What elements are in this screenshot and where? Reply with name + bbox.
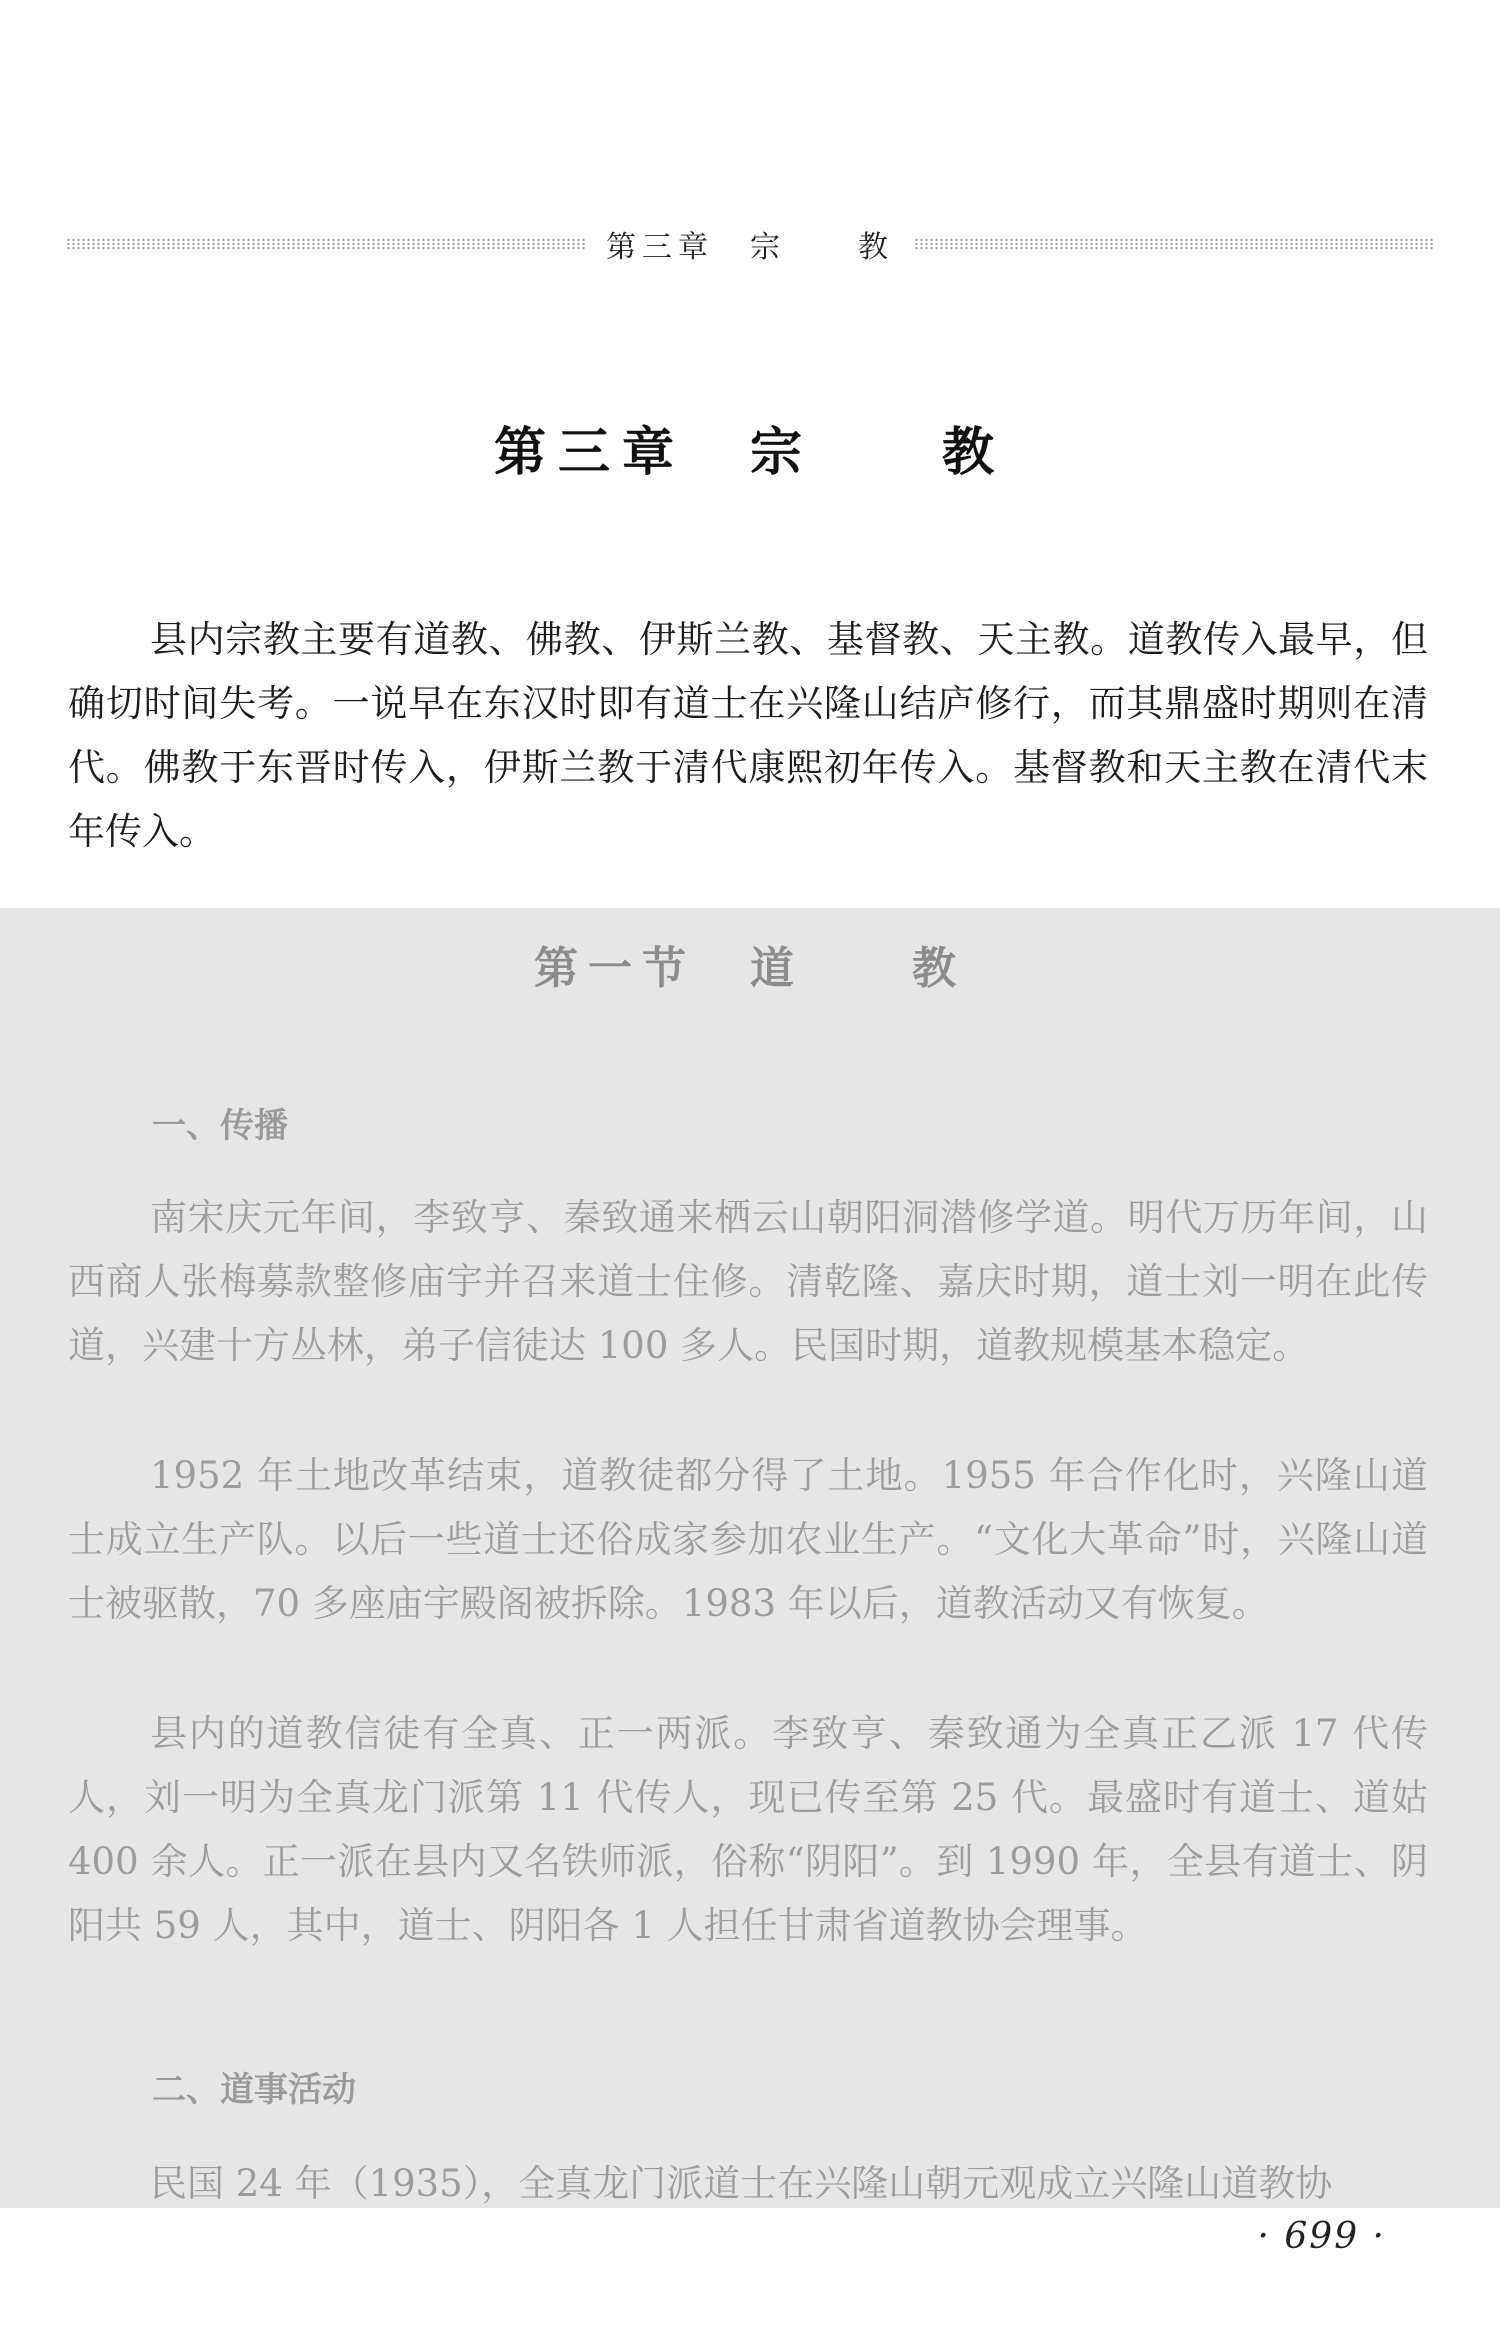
running-header-title: 第三章 宗 教 [606,230,894,265]
running-header [66,218,1434,270]
paragraph-activities: 民国 24 年（1935），全真龙门派道士在兴隆山朝元观成立兴隆山道教协 [150,2162,1333,2205]
header-rule-left [66,238,586,250]
subsection-heading-spread: 一、传播 [152,1106,288,1146]
section-title: 第一节 道 教 [534,943,966,994]
header-rule-right [914,238,1434,250]
paragraph-spread-modern: 1952 年土地改革结束，道教徒都分得了土地。1955 年合作化时，兴隆山道士成立生产队。以后一些道士还俗成家参加农业生产。“文化大革命”时，兴隆山道士被驱散，70 多座庙宇殿阁被拆除。1983 年以后，道教活动又有恢复。 [68,1454,1428,1625]
chapter-title: 第三章 宗 教 [493,423,1006,483]
paragraph-spread-history: 南宋庆元年间，李致亨、秦致通来栖云山朝阳洞潜修学道。明代万历年间，山西商人张梅募款整修庙宇并召来道士住修。清乾隆、嘉庆时期，道士刘一明在此传道，兴建十方丛林，弟子信徒达 100 多人。民国时期，道教规模基本稳定。 [68,1196,1428,1367]
paragraph-spread-sects: 县内的道教信徒有全真、正一两派。李致亨、秦致通为全真正乙派 17 代传人，刘一明为全真龙门派第 11 代传人，现已传至第 25 代。最盛时有道士、道姑 400 余人。正一派在县内又名铁师派，俗称“阴阳”。到 1990 年，全县有道士、阴阳共 59 人，其中，道士、阴阳各 1 人担任甘肃省道教协会理事。 [68,1712,1428,1947]
intro-paragraph: 县内宗教主要有道教、佛教、伊斯兰教、基督教、天主教。道教传入最早，但确切时间失考。一说早在东汉时即有道士在兴隆山结庐修行，而其鼎盛时期则在清代。佛教于东晋时传入，伊斯兰教于清代康熙初年传入。基督教和天主教在清代末年传入。 [68,618,1428,853]
subsection-heading-activities: 二、道事活动 [152,2070,356,2110]
page-number: · 699 · [1257,2216,1386,2257]
